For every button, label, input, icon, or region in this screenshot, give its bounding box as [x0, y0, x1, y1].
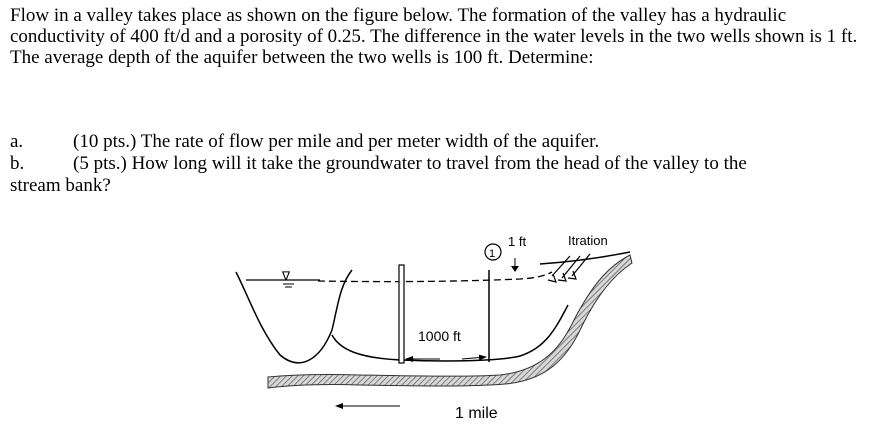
valley-length-label: 1 mile	[455, 405, 498, 422]
question-b-continuation: stream bank?	[10, 175, 111, 196]
water-table	[318, 272, 552, 282]
infiltration-label: Itration	[568, 233, 608, 248]
aquifer-base-hatch	[268, 255, 632, 388]
question-b-text: (5 pts.) How long will it take the groundwater to travel from the head of the valley to the	[73, 153, 747, 174]
question-b-label: b.	[10, 153, 25, 174]
observation-well-left	[399, 265, 404, 363]
head-difference-label: 1 ft	[508, 234, 527, 249]
question-a-text: (10 pts.) The rate of flow per mile and per meter width of the aquifer.	[73, 131, 600, 152]
water-table-symbol: ∇	[282, 269, 291, 283]
well-1-head-arrowhead	[511, 266, 519, 272]
question-a-label: a.	[10, 131, 24, 152]
infiltration-arrows	[548, 254, 590, 282]
well-number: 1	[489, 248, 496, 260]
problem-intro: Flow in a valley takes place as shown on the figure below. The formation of the valley has a hydraulic conductivity of 400 ft/d and a porosity of 0.25. The difference in the water levels in the two wells shown is 1 ft. The average depth of the aquifer between the two wells is 100 ft. Determine:	[10, 5, 858, 68]
well-spacing-arrow-right	[462, 357, 486, 359]
well-spacing-label: 1000 ft	[418, 328, 461, 344]
ground-surface	[540, 252, 630, 264]
